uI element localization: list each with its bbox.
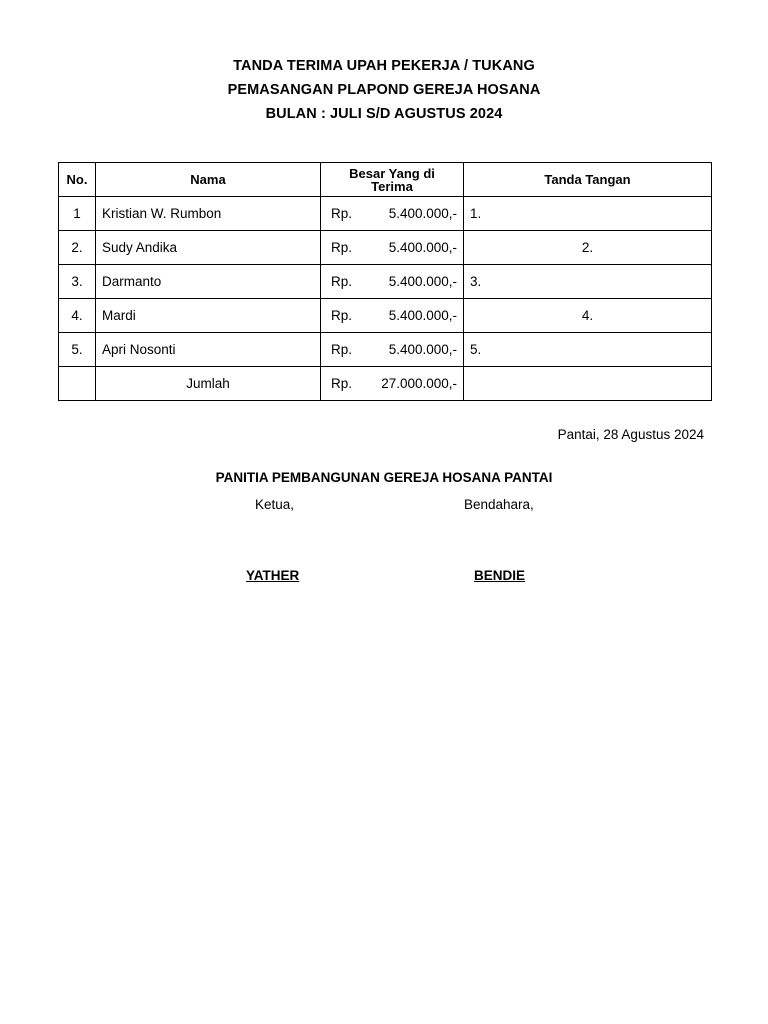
currency-label: Rp. bbox=[331, 240, 353, 255]
row-no: 4. bbox=[59, 299, 96, 333]
signature-cell[interactable]: 3. bbox=[464, 265, 712, 299]
row-amount bbox=[321, 265, 464, 299]
currency-label: Rp. bbox=[331, 206, 353, 221]
total-signature-cell bbox=[464, 367, 712, 401]
row-no: 3. bbox=[59, 265, 96, 299]
row-name: Kristian W. Rumbon bbox=[96, 197, 321, 231]
table-row bbox=[59, 197, 712, 231]
role-treasurer: Bendahara, bbox=[464, 497, 534, 512]
committee-name: PANITIA PEMBANGUNAN GEREJA HOSANA PANTAI bbox=[215, 470, 553, 485]
table-row bbox=[59, 299, 712, 333]
table-row bbox=[59, 231, 712, 265]
amount-value: 5.400.000,- bbox=[388, 274, 457, 289]
signer-treasurer: BENDIE bbox=[474, 568, 526, 583]
receipt-table bbox=[58, 162, 712, 401]
table-header-row bbox=[59, 163, 712, 197]
amount-value: 5.400.000,- bbox=[388, 206, 457, 221]
total-amount bbox=[321, 367, 464, 401]
row-amount bbox=[321, 333, 464, 367]
total-amount-value: 27.000.000,- bbox=[381, 376, 457, 391]
document-period: BULAN : JULI S/D AGUSTUS 2024 bbox=[265, 106, 503, 122]
total-label: Jumlah bbox=[96, 367, 321, 401]
currency-label: Rp. bbox=[331, 274, 353, 289]
row-no: 1 bbox=[59, 197, 96, 231]
header-amount-line1: Besar Yang di bbox=[349, 165, 435, 181]
header-no: No. bbox=[59, 163, 96, 197]
row-name: Sudy Andika bbox=[96, 231, 321, 265]
row-amount bbox=[321, 299, 464, 333]
row-name: Apri Nosonti bbox=[96, 333, 321, 367]
currency-label: Rp. bbox=[331, 342, 353, 357]
table-row bbox=[59, 265, 712, 299]
role-chairman: Ketua, bbox=[255, 497, 295, 512]
document-subtitle: PEMASANGAN PLAPOND GEREJA HOSANA bbox=[227, 82, 541, 98]
row-amount bbox=[321, 197, 464, 231]
signature-cell[interactable]: 5. bbox=[464, 333, 712, 367]
header-name: Nama bbox=[96, 163, 321, 197]
header-amount-line2: Terima bbox=[371, 178, 413, 194]
amount-value: 5.400.000,- bbox=[388, 342, 457, 357]
header-amount bbox=[321, 163, 464, 197]
row-name: Darmanto bbox=[96, 265, 321, 299]
row-name: Mardi bbox=[96, 299, 321, 333]
amount-value: 5.400.000,- bbox=[388, 240, 457, 255]
signature-cell[interactable]: 4. bbox=[464, 299, 712, 333]
row-no: 5. bbox=[59, 333, 96, 367]
signature-cell[interactable]: 2. bbox=[464, 231, 712, 265]
currency-label: Rp. bbox=[331, 376, 353, 391]
signer-chairman: YATHER bbox=[246, 568, 300, 583]
table-row bbox=[59, 333, 712, 367]
total-row bbox=[59, 367, 712, 401]
header-signature: Tanda Tangan bbox=[464, 163, 712, 197]
amount-value: 5.400.000,- bbox=[388, 308, 457, 323]
document-title: TANDA TERIMA UPAH PEKERJA / TUKANG bbox=[233, 58, 535, 74]
total-no-cell bbox=[59, 367, 96, 401]
row-no: 2. bbox=[59, 231, 96, 265]
currency-label: Rp. bbox=[331, 308, 353, 323]
signature-cell[interactable]: 1. bbox=[464, 197, 712, 231]
row-amount bbox=[321, 231, 464, 265]
place-date: Pantai, 28 Agustus 2024 bbox=[557, 427, 704, 442]
